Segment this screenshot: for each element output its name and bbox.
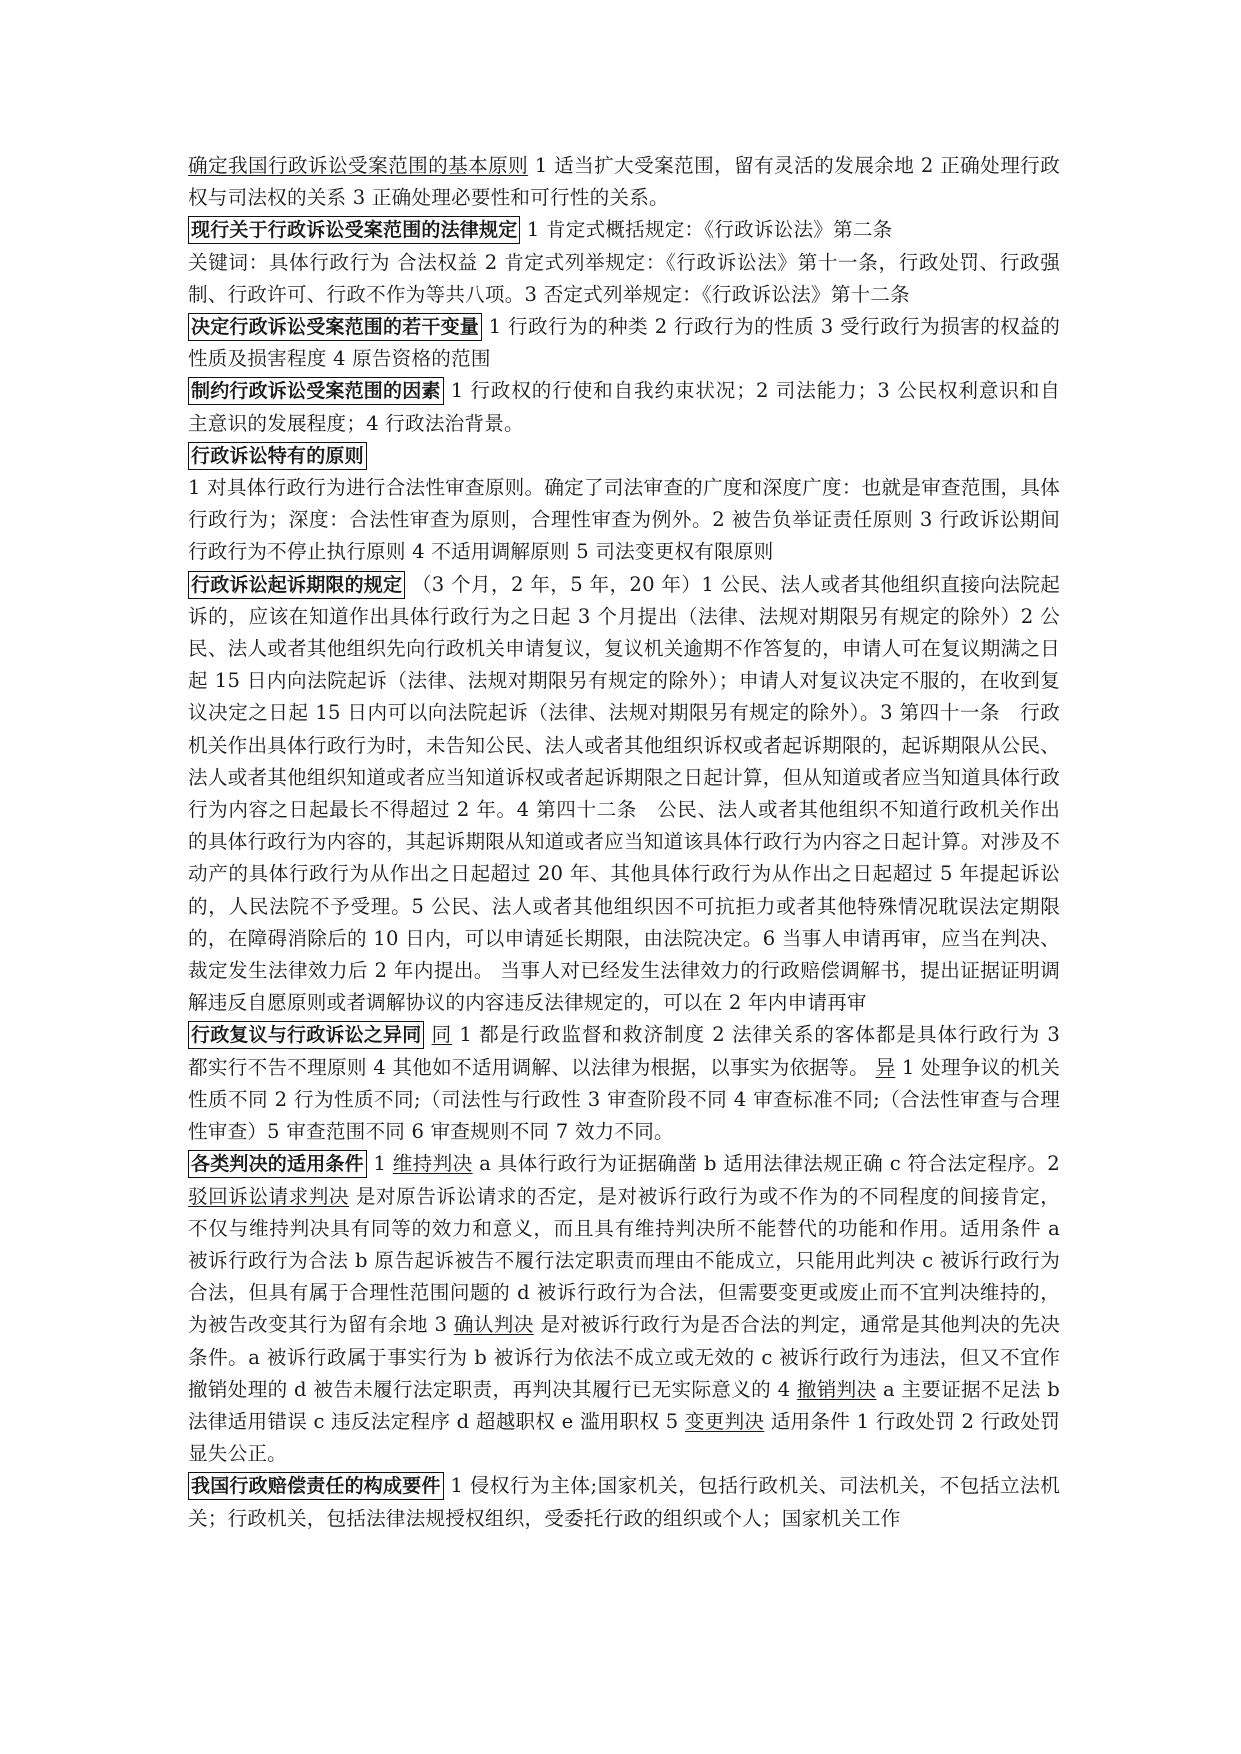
heading-comparison: 行政复议与行政诉讼之异同 [188,1021,424,1049]
term-confirm-judgment: 确认判决 [453,1313,534,1337]
heading-factors: 制约行政诉讼受案范围的因素 [188,377,444,405]
judgments-text-1: 1 [373,1152,393,1176]
judgments-text-3: 是对原告诉讼请求的否定，是对被诉行政行为或不作为的不同程度的间接肯定，不仅与维持判决具有同等的效力和意义，而且具有维持判决所不能替代的功能和作用。适用条件 a 被诉行政行为合法 b 原告起诉被告不履行法定职责而理由不能成立，只能用此判决 c 被诉行政行为合法，但具有属于合理性范围问题的 d 被诉行政行为合法，但需要变更或废止而不宜判决维持的，为被告改变其行为留有余地 3 [188,1184,1060,1337]
paragraph-keywords [188,247,1060,311]
text-variables: 1 行政行为的种类 2 行政行为的性质 3 受行政行为损害的权益的性质及损害程度 4 原告资格的范围 [188,315,1060,371]
judgments-text-4: 是对被诉行政行为是否合法的判定，通常是其他判决的先决条件。a 被诉行政属于事实行为 b 被诉行为依法不成立或无效的 c 被诉行政行为违法，但又不宜作撤销处理的 d 被告未履行法定职责，再判决其履行已无实际意义的 4 [188,1313,1060,1401]
paragraph-compensation [188,1470,1060,1534]
paragraph-special-principles-heading [188,440,1060,472]
heading-special-principles: 行政诉讼特有的原则 [188,442,367,470]
heading-basic-principles: 确定我国行政诉讼受案范围的基本原则 [188,154,529,177]
text-diff: 1 处理争议的机关性质不同 2 行为性质不同;（司法性与行政性 3 审查阶段不同 4 审查标准不同;（合法性审查与合理性审查）5 审查范围不同 6 审查规则不同 7 效力不同。 [188,1055,1060,1144]
paragraph-basic-principles [188,150,1060,214]
text-special-principles: 1 对具体行政行为进行合法性审查原则。确定了司法审查的广度和深度广度：也就是审查范围，具体行政行为；深度：合法性审查为原则，合理性审查为例外。2 被告负举证责任原则 3 行政诉讼期间行政行为不停止执行原则 4 不适用调解原则 5 司法变更权有限原则 [188,476,1060,564]
heading-legal-provisions: 现行关于行政诉讼受案范围的法律规定 [188,216,520,244]
text-legal-provisions: 1 肯定式概括规定：《行政诉讼法》第二条 [526,218,893,242]
heading-compensation: 我国行政赔偿责任的构成要件 [188,1472,444,1500]
paragraph-judgments [188,1148,1060,1470]
text-keywords: 关键词：具体行政行为 合法权益 2 肯定式列举规定：《行政诉讼法》第十一条，行政处罚、行政强制、行政许可、行政不作为等共八项。3 否定式列举规定：《行政诉讼法》第十二条 [188,250,1060,306]
term-dismiss-judgment: 驳回诉讼请求判决 [188,1184,350,1208]
text-basic-principles: 1 适当扩大受案范围，留有灵活的发展余地 2 正确处理行政权与司法权的关系 3 正确处理必要性和可行性的关系。 [188,154,1060,210]
text-factors: 1 行政权的行使和自我约束状况；2 司法能力；3 公民权利意识和自主意识的发展程度；4 行政法治背景。 [188,379,1060,435]
heading-time-limits: 行政诉讼起诉期限的规定 [188,571,405,599]
paragraph-special-principles [188,472,1060,569]
paragraph-variables [188,311,1060,375]
term-modify-judgment: 变更判决 [684,1409,765,1433]
judgments-text-6: 适用条件 1 行政处罚 2 行政处罚显失公正。 [188,1409,1060,1466]
label-diff: 异 [875,1055,896,1079]
term-revoke-judgment: 撤销判决 [796,1377,877,1401]
text-time-limits: （3 个月，2 年，5 年，20 年）1 公民、法人或者其他组织直接向法院起诉的，应该在知道作出具体行政行为之日起 3 个月提出（法律、法规对期限另有规定的除外）2 公民、法人或者其他组织先向行政机关申请复议，复议机关逾期不作答复的，申请人可在复议期满之日起 15 日内向法院起诉（法律、法规对期限另有规定的除外）；申请人对复议决定不服的，在收到复议决定之日起 15 日内可以向法院起诉（法律、法规对期限另有规定的除外）。3 第四十一条 行政机关作出具体行政行为时，未告知公民、法人或者其他组织诉权或者起诉期限的，起诉期限从公民、法人或者其他组织知道或者应当知道诉权或者起诉期限之日起计算，但从知道或者应当知道具体行政行为内容之日起最长不得超过 2 年。4 第四十二条 公民、法人或者其他组织不知道行政机关作出的具体行政行为内容的，其起诉期限从知道或者应当知道该具体行政行为内容之日起计算。对涉及不动产的具体行政行为从作出之日起超过 20 年、其他具体行政行为从作出之日起超过 5 年提起诉讼的，人民法院不予受理。5 公民、法人或者其他组织因不可抗拒力或者其他特殊情况耽误法定期限的，在障碍消除后的 10 日内，可以申请延长期限，由法院决定。6 当事人申请再审，应当在判决、裁定发生法律效力后 2 年内提出。 当事人对已经发生法律效力的行政赔偿调解书，提出证据证明调解违反自愿原则或者调解协议的内容违反法律规定的，可以在 2 年内申请再审 [188,572,1060,1015]
paragraph-comparison [188,1019,1060,1148]
label-same: 同 [431,1023,453,1047]
text-same: 1 都是行政监督和救济制度 2 法律关系的客体都是具体行政行为 3 都实行不告不理原则 4 其他如不适用调解、以法律为根据，以事实为依据等。 [188,1023,1061,1079]
term-uphold-judgment: 维持判决 [392,1152,473,1176]
paragraph-legal-provisions [188,214,1060,246]
judgments-text-2: a 具体行政行为证据确凿 b 适用法律法规正确 c 符合法定程序。2 [479,1152,1060,1176]
judgments-text-5: a 主要证据不足法 b 法律适用错误 c 违反法定程序 d 超越职权 e 滥用职权 5 [188,1377,1060,1433]
text-compensation: 1 侵权行为主体;国家机关，包括行政机关、司法机关，不包括立法机关；行政机关，包括法律法规授权组织，受委托行政的组织或个人；国家机关工作 [188,1474,1060,1530]
paragraph-time-limits [188,569,1060,1020]
paragraph-factors [188,375,1060,439]
heading-variables: 决定行政诉讼受案范围的若干变量 [188,313,482,341]
heading-judgments: 各类判决的适用条件 [188,1150,367,1178]
document-page [188,150,1060,1535]
